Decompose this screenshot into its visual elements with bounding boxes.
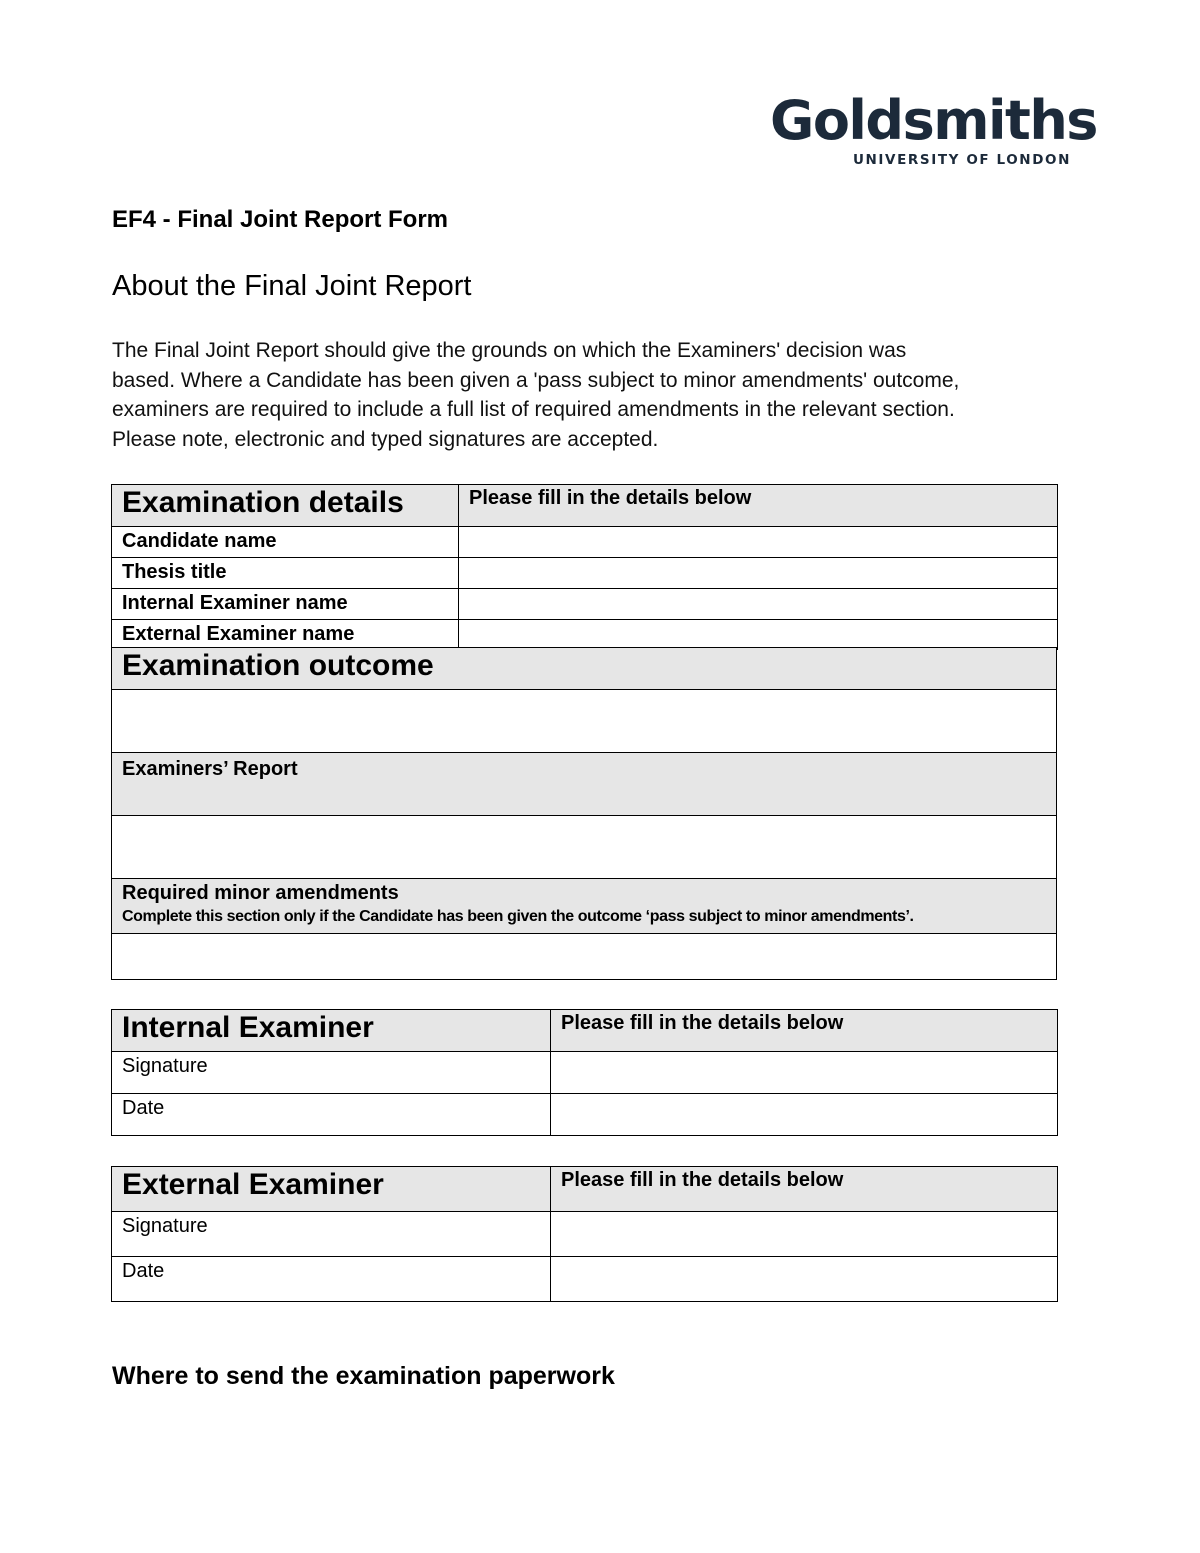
internal-examiner-name-field[interactable] bbox=[459, 589, 1058, 620]
logo-wordmark: Goldsmiths bbox=[770, 89, 1097, 152]
examination-outcome-field[interactable] bbox=[112, 690, 1057, 753]
required-amendments-header bbox=[112, 879, 1057, 934]
internal-date-label: Date bbox=[112, 1094, 551, 1136]
internal-date-field[interactable] bbox=[551, 1094, 1058, 1136]
thesis-title-label: Thesis title bbox=[112, 558, 459, 589]
examiners-report-field[interactable] bbox=[112, 816, 1057, 879]
examination-outcome-heading: Examination outcome bbox=[112, 648, 1057, 690]
internal-signature-label: Signature bbox=[112, 1052, 551, 1094]
external-examiner-heading: External Examiner bbox=[112, 1167, 551, 1212]
external-signature-label: Signature bbox=[112, 1212, 551, 1257]
thesis-title-field[interactable] bbox=[459, 558, 1058, 589]
candidate-name-field[interactable] bbox=[459, 527, 1058, 558]
fill-details-instruction: Please fill in the details below bbox=[551, 1167, 1058, 1212]
internal-examiner-name-label: Internal Examiner name bbox=[112, 589, 459, 620]
external-date-label: Date bbox=[112, 1257, 551, 1302]
logo-subtitle: UNIVERSITY OF LONDON bbox=[852, 152, 1071, 168]
intro-line: examiners are required to include a full list of required amendments in the relevant section. bbox=[112, 398, 955, 421]
external-examiner-table bbox=[111, 1166, 1058, 1302]
required-amendments-field[interactable] bbox=[112, 934, 1057, 980]
internal-examiner-heading: Internal Examiner bbox=[112, 1010, 551, 1052]
intro-line: The Final Joint Report should give the grounds on which the Examiners' decision was bbox=[112, 339, 907, 362]
external-examiner-name-field[interactable] bbox=[459, 620, 1058, 650]
intro-line: Please note, electronic and typed signatures are accepted. bbox=[112, 427, 659, 451]
about-heading: About the Final Joint Report bbox=[112, 270, 472, 302]
fill-details-instruction: Please fill in the details below bbox=[551, 1010, 1058, 1052]
internal-examiner-table bbox=[111, 1009, 1058, 1136]
required-amendments-heading: Required minor amendments bbox=[122, 882, 399, 904]
candidate-name-label: Candidate name bbox=[112, 527, 459, 558]
where-to-send-heading: Where to send the examination paperwork bbox=[112, 1362, 615, 1390]
fill-details-instruction: Please fill in the details below bbox=[459, 485, 1058, 527]
internal-signature-field[interactable] bbox=[551, 1052, 1058, 1094]
external-date-field[interactable] bbox=[551, 1257, 1058, 1302]
goldsmiths-logo bbox=[770, 89, 1097, 168]
external-signature-field[interactable] bbox=[551, 1212, 1058, 1257]
examination-details-table bbox=[111, 484, 1058, 650]
intro-paragraph bbox=[112, 336, 1072, 454]
required-amendments-note: Complete this section only if the Candidate has been given the outcome ‘pass subject to minor amendments’. bbox=[122, 908, 914, 925]
form-title: EF4 - Final Joint Report Form bbox=[112, 206, 449, 233]
intro-line: based. Where a Candidate has been given a 'pass subject to minor amendments' outcome, bbox=[112, 368, 960, 392]
external-examiner-name-label: External Examiner name bbox=[112, 620, 459, 650]
examination-details-heading: Examination details bbox=[112, 485, 459, 527]
examination-outcome-table bbox=[111, 647, 1057, 980]
examiners-report-heading: Examiners’ Report bbox=[112, 753, 1057, 816]
